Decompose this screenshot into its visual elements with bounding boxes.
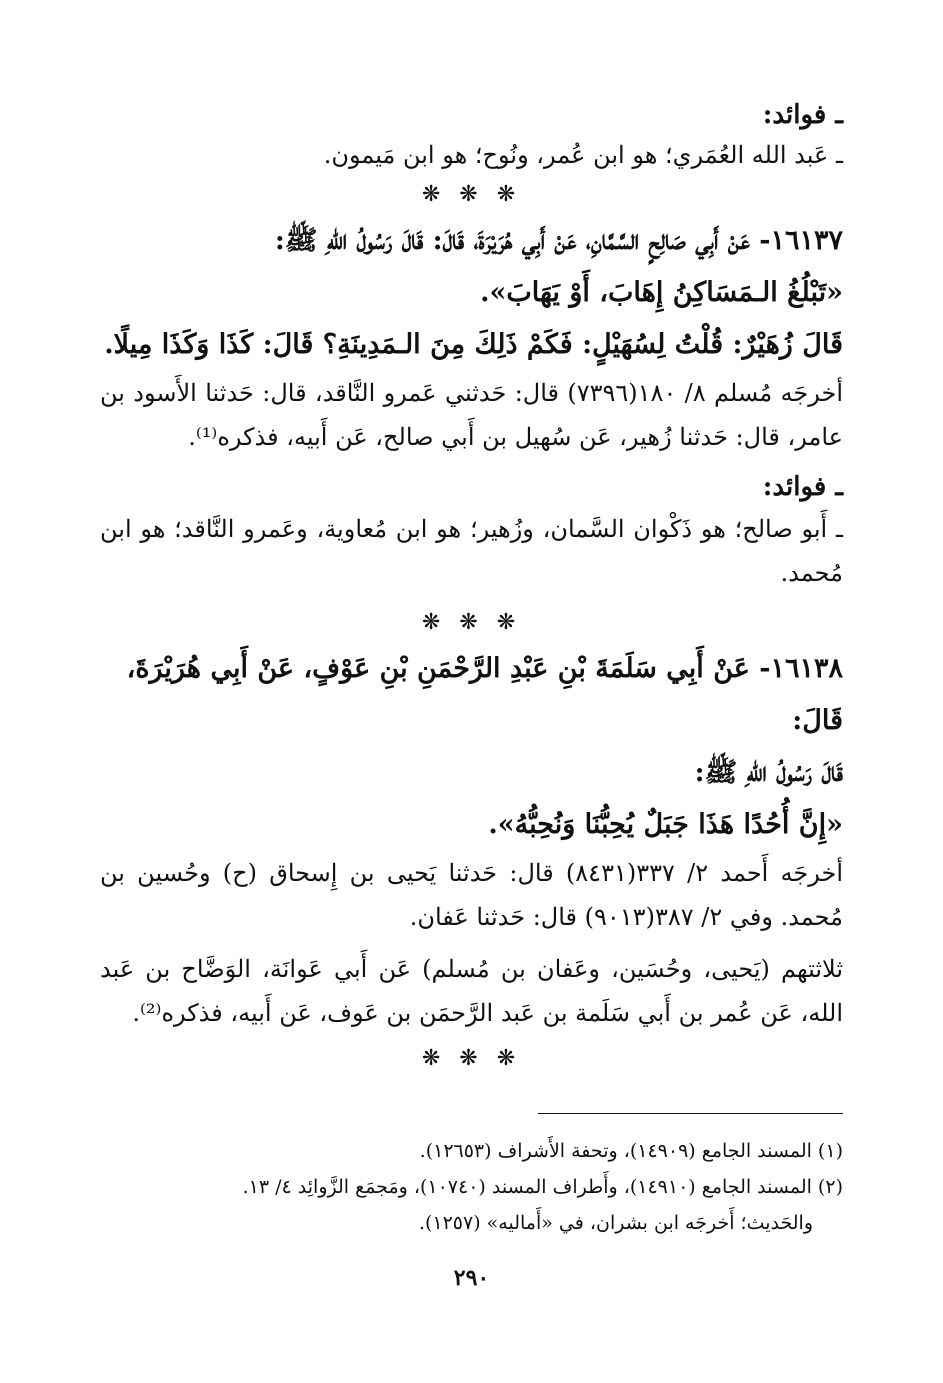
footnotes — [100, 1133, 843, 1241]
hadith-16137-takhrij: أخرجَه مُسلم ٨/ ١٨٠(٧٣٩٦) قال: حَدثني عَمرو النَّاقد، قال: حَدثنا الأَسود بن عامر، قال: حَدثنا زُهير، عَن سُهيل بن أَبي صالح، عَن أَبيه، فذكره⁽¹⁾. — [100, 379, 844, 451]
fawaid-note: ـ عَبد الله العُمَري؛ هو ابن عُمر، ونُوح؛ هو ابن مَيمون. — [323, 141, 843, 169]
footnote-divider — [538, 1113, 843, 1114]
footnote-2-continuation: والحَديث؛ أَخرجَه ابن بشران، في «أَماليه» (١٢٥٧). — [418, 1212, 813, 1234]
fawaid-heading: ـ فوائد: — [762, 100, 843, 130]
separator-stars: ❋ ❋ ❋ — [421, 182, 522, 207]
fawaid-note-2: ـ أَبو صالح؛ هو ذَكْوان السَّمان، وزُهير؛ هو ابن مُعاوية، وعَمرو النَّاقد؛ هو ابن مُحمد. — [100, 515, 843, 587]
hadith-16137-line3: قَالَ زُهَيْرٌ: قُلْتُ لِسُهَيْلٍ: فَكَمْ ذَلِكَ مِنَ الـمَدِينَةِ؟ قَالَ: كَذَا وَكَذَا مِيلًا. — [104, 329, 843, 360]
footnote-2: (٢) المسند الجامع (١٤٩١٠)، وأَطراف المسند (١٠٧٤٠)، ومَجمَع الزَّوائِد ٤/ ١٣. — [242, 1176, 843, 1198]
hadith-16138-takhrij-1: أخرجَه أَحمد ٢/ ٣٣٧(٨٤٣١) قال: حَدثنا يَحيى بن إِسحاق (ح) وحُسين بن مُحمد. وفي ٢/ ٣٨٧(٩٠١٣) قال: حَدثنا عَفان. — [100, 859, 843, 931]
hadith-16138-line1: ١٦١٣٨- عَنْ أَبِي سَلَمَةَ بْنِ عَبْدِ الرَّحْمَنِ بْنِ عَوْفٍ، عَنْ أَبِي هُرَيْرَةَ، قَالَ: — [126, 653, 843, 736]
fawaid-heading-2: ـ فوائد: — [762, 472, 843, 502]
page-number: ٢٩٠ — [453, 1265, 490, 1291]
hadith-16137-line2: «تَبْلُغُ الـمَسَاكِنُ إِهَابَ، أَوْ يَهَابَ». — [480, 277, 843, 308]
separator-stars-3: ❋ ❋ ❋ — [421, 1046, 522, 1071]
footnote-1: (١) المسند الجامع (١٤٩٠٩)، وتحفة الأَشراف (١٢٦٥٣). — [419, 1140, 843, 1162]
hadith-16137-line1: ١٦١٣٧- عَنْ أَبِي صَالِحٍ السَّمَّانِ، عَنْ أَبِي هُرَيْرَةَ، قَالَ: قَالَ رَسُولُ اللهِ ﷺ: — [274, 225, 843, 256]
separator-stars-2: ❋ ❋ ❋ — [421, 610, 522, 635]
hadith-16138-takhrij-2: ثلاثتهم (يَحيى، وحُسَين، وعَفان بن مُسلم) عَن أَبي عَوانَة، الوَضَّاح بن عَبد الله، عَن عُمر بن أَبي سَلَمة بن عَبد الرَّحمَن بن عَوف، عَن أَبيه، فذكره⁽²⁾. — [100, 955, 843, 1027]
hadith-16138-line2: قَالَ رَسُولُ اللهِ ﷺ: — [694, 757, 843, 788]
hadith-16138-line3: «إِنَّ أُحُدًا هَذَا جَبَلٌ يُحِبُّنَا وَنُحِبُّهُ». — [488, 809, 843, 840]
